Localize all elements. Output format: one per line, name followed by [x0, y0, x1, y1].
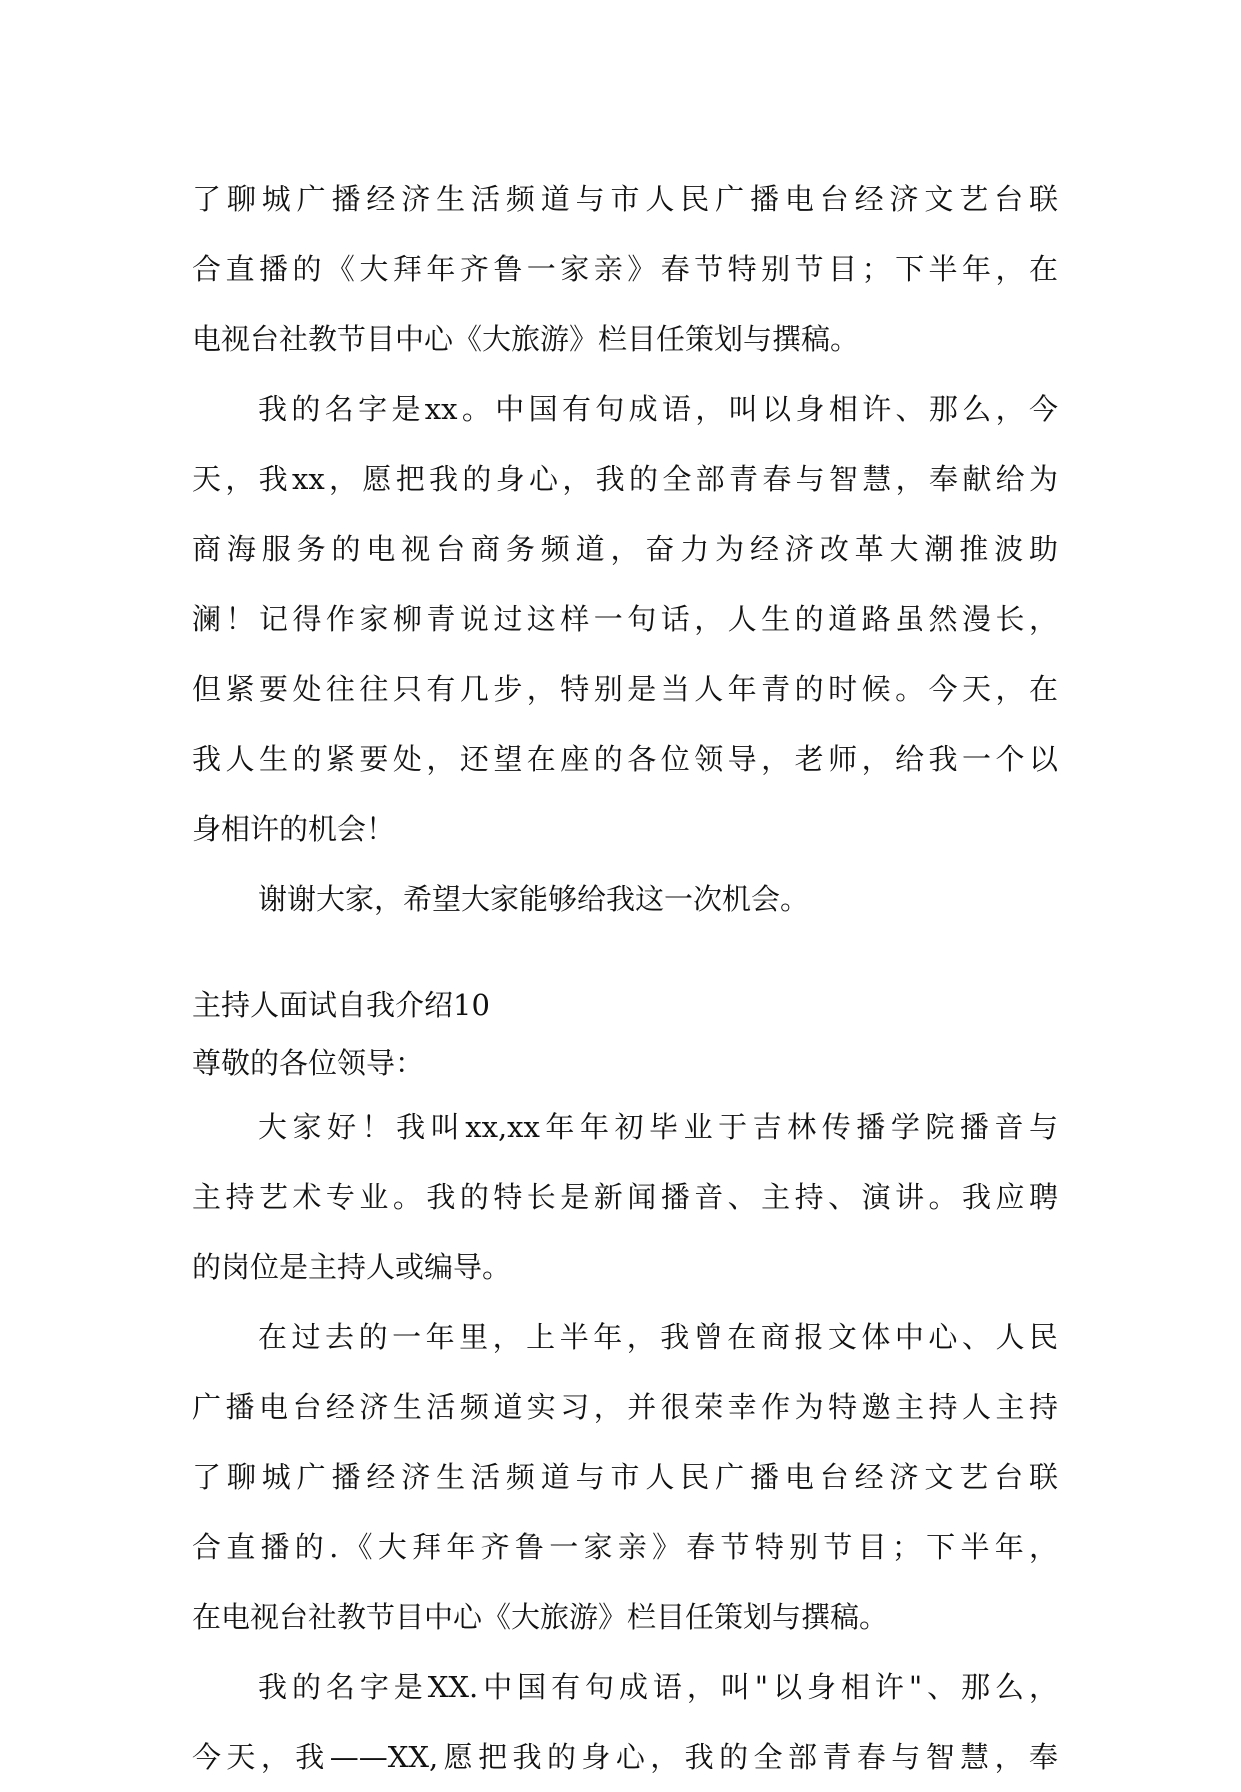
text-line: 我的名字是xx。中国有句成语，叫以身相许、那么，今 [258, 392, 1058, 426]
text-line: 我人生的紧要处，还望在座的各位领导，老师，给我一个以 [192, 742, 1058, 776]
paragraph-greeting [192, 1092, 1058, 1302]
text-line: 了聊城广播经济生活频道与市人民广播电台经济文艺台联 [192, 1460, 1058, 1494]
text-line: 但紧要处往往只有几步，特别是当人年青的时候。今天，在 [192, 672, 1058, 706]
text-line: 谢谢大家，希望大家能够给我这一次机会。 [258, 882, 810, 916]
paragraph-thanks [192, 864, 1058, 934]
text-line: 身相许的机会！ [192, 812, 396, 846]
text-line: 澜！记得作家柳青说过这样一句话，人生的道路虽然漫长， [192, 602, 1058, 636]
section-gap [192, 934, 1058, 976]
paragraph-name-intro-2 [192, 1652, 1058, 1792]
text-line: 主持艺术专业。我的特长是新闻播音、主持、演讲。我应聘 [192, 1180, 1058, 1214]
paragraph-continuation [192, 164, 1058, 374]
paragraph-name-intro [192, 374, 1058, 864]
text-line: 合直播的《大拜年齐鲁一家亲》春节特别节目；下半年，在 [192, 252, 1058, 286]
text-line: 电视台社教节目中心《大旅游》栏目任策划与撰稿。 [192, 322, 860, 356]
section-title: 主持人面试自我介绍10 [192, 988, 490, 1022]
text-line: 大家好！我叫xx,xx年年初毕业于吉林传播学院播音与 [258, 1110, 1058, 1144]
salutation: 尊敬的各位领导： [192, 1046, 425, 1080]
text-line: 了聊城广播经济生活频道与市人民广播电台经济文艺台联 [192, 182, 1058, 216]
text-line: 在电视台社教节目中心《大旅游》栏目任策划与撰稿。 [192, 1600, 889, 1634]
text-line: 商海服务的电视台商务频道，奋力为经济改革大潮推波助 [192, 532, 1058, 566]
text-line: 合直播的.《大拜年齐鲁一家亲》春节特别节目；下半年， [192, 1530, 1058, 1564]
text-line: 的岗位是主持人或编导。 [192, 1250, 512, 1284]
document-body [192, 164, 1058, 1792]
text-line: 天，我xx，愿把我的身心，我的全部青春与智慧，奉献给为 [192, 462, 1058, 496]
paragraph-experience [192, 1302, 1058, 1652]
text-line: 在过去的一年里，上半年，我曾在商报文体中心、人民 [258, 1320, 1058, 1354]
text-line: 今天，我——XX,愿把我的身心，我的全部青春与智慧，奉 [192, 1740, 1058, 1774]
text-line: 我的名字是XX.中国有句成语，叫"以身相许"、那么， [258, 1670, 1058, 1704]
text-line: 广播电台经济生活频道实习，并很荣幸作为特邀主持人主持 [192, 1390, 1058, 1424]
